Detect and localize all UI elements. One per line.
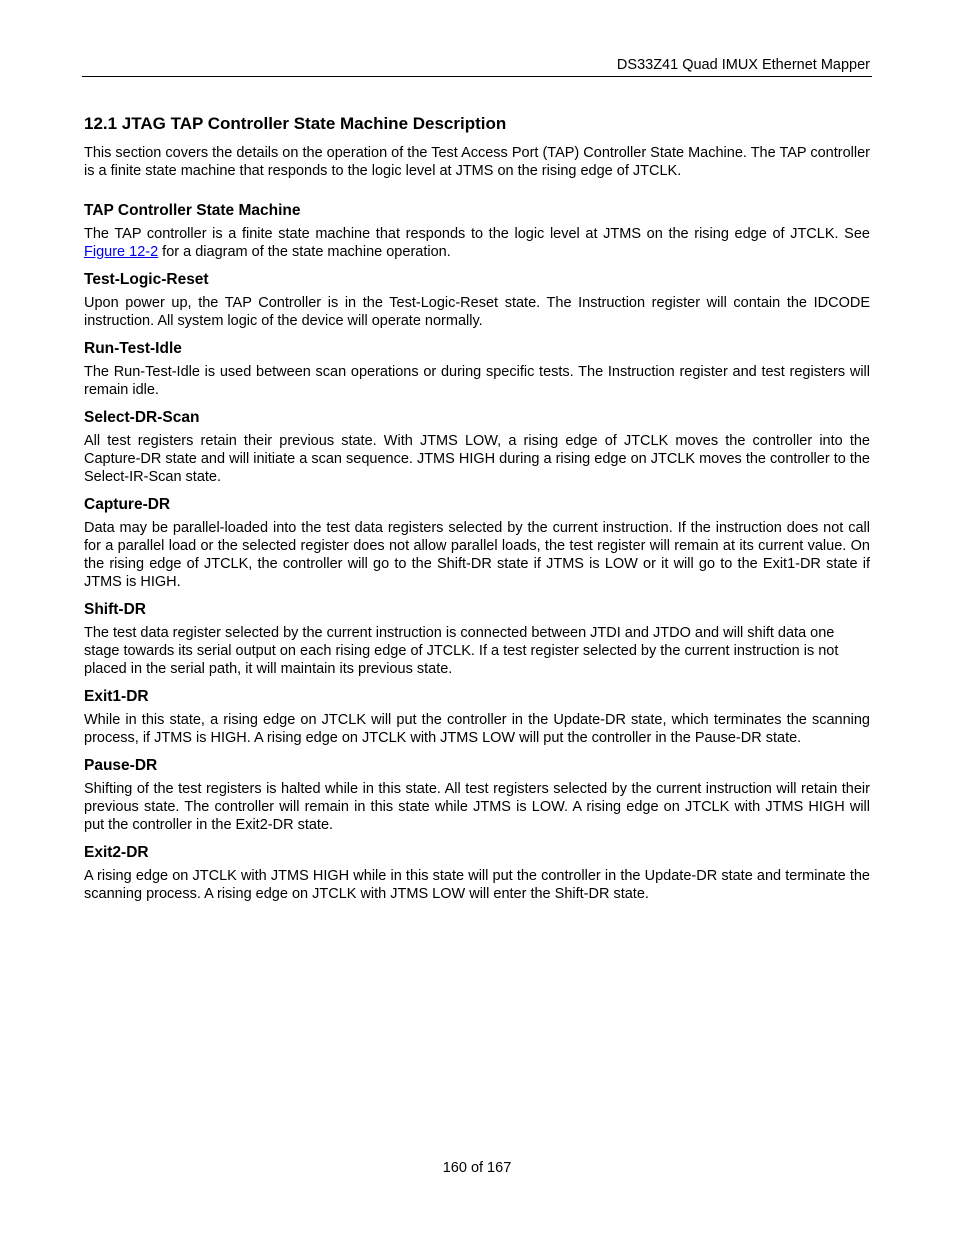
heading-shift-dr: Shift-DR (84, 601, 146, 618)
running-header: DS33Z41 Quad IMUX Ethernet Mapper (616, 57, 870, 73)
header-divider (82, 76, 872, 77)
section-heading: 12.1 JTAG TAP Controller State Machine Description (84, 114, 507, 133)
heading-capture-dr: Capture-DR (84, 496, 171, 513)
tap-text-before: The TAP controller is a finite state machine that responds to the logic level at JTMS on the rising edge of JTCLK. See (84, 226, 870, 242)
figure-12-2-link[interactable]: Figure 12-2 (84, 244, 159, 260)
paragraph-test-logic-reset: Upon power up, the TAP Controller is in the Test-Logic-Reset state. The Instruction register will contain the IDCODE instruction. All system logic of the device will operate normally. (84, 295, 870, 329)
paragraph-select-dr-scan: All test registers retain their previous state. With JTMS LOW, a rising edge of JTCLK moves the controller into the Capture-DR state and will initiate a scan sequence. JTMS HIGH during a rising edge on JTCLK moves the controller to the Select-IR-Scan state. (84, 433, 870, 485)
section-intro: This section covers the details on the operation of the Test Access Port (TAP) Controller State Machine. The TAP controller is a finite state machine that responds to the logic level at JTMS on the rising edge of JTCLK. (84, 145, 870, 179)
paragraph-capture-dr: Data may be parallel-loaded into the test data registers selected by the current instruction. If the instruction does not call for a parallel load or the selected register does not allow parallel loads, the test register will remain at its current value. On the rising edge of JTCLK, the controller will go to the Shift-DR state if JTMS is LOW or it will go to the Exit1-DR state if JTMS is HIGH. (84, 520, 870, 590)
heading-tap-controller-state-machine: TAP Controller State Machine (84, 202, 301, 219)
main-content (84, 114, 870, 912)
tap-paragraph (84, 225, 870, 261)
heading-pause-dr: Pause-DR (84, 757, 158, 774)
page-number: 160 of 167 (442, 1160, 512, 1176)
paragraph-exit2-dr: A rising edge on JTCLK with JTMS HIGH while in this state will put the controller in the Update-DR state and terminate the scanning process. A rising edge on JTCLK with JTMS LOW will enter the Shift-DR state. (84, 868, 870, 902)
heading-exit1-dr: Exit1-DR (84, 688, 149, 705)
paragraph-shift-dr: The test data register selected by the current instruction is connected between JTDI and JTDO and will shift data one stage towards its serial output on each rising edge of JTCLK. If a test register selected by the current instruction is not placed in the serial path, it will maintain its previous state. (84, 625, 839, 677)
paragraph-exit1-dr: While in this state, a rising edge on JTCLK will put the controller in the Update-DR state, which terminates the scanning process, if JTMS is HIGH. A rising edge on JTCLK with JTMS LOW will put the controller in the Pause-DR state. (84, 712, 870, 746)
heading-test-logic-reset: Test-Logic-Reset (84, 271, 209, 288)
heading-exit2-dr: Exit2-DR (84, 844, 149, 861)
paragraph-pause-dr: Shifting of the test registers is halted while in this state. All test registers selected by the current instruction will retain their previous state. The controller will remain in this state while JTMS is LOW. A rising edge on JTCLK with JTMS HIGH will put the controller in the Exit2-DR state. (84, 781, 870, 833)
heading-run-test-idle: Run-Test-Idle (84, 340, 182, 357)
paragraph-run-test-idle: The Run-Test-Idle is used between scan operations or during specific tests. The Instruction register and test registers will remain idle. (84, 364, 870, 398)
heading-select-dr-scan: Select-DR-Scan (84, 409, 200, 426)
tap-text-after: for a diagram of the state machine operation. (158, 244, 451, 260)
